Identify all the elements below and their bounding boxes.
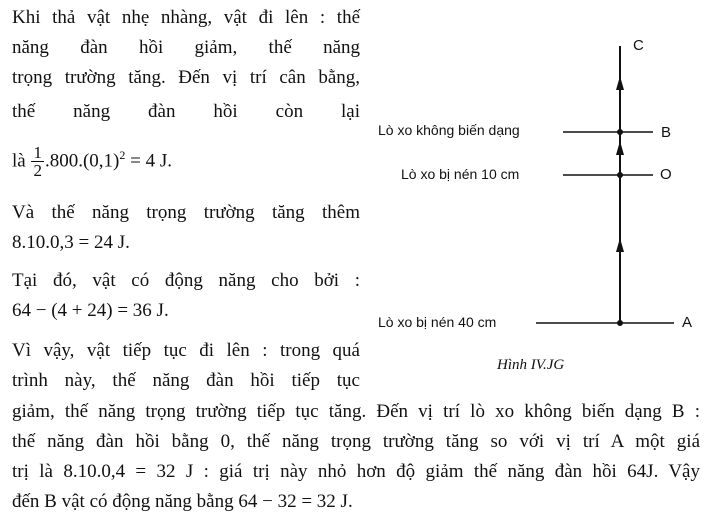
- fraction-denominator: 2: [33, 161, 42, 181]
- point-O: [617, 172, 623, 178]
- text-line: Vì vậy, vật tiếp tục đi lên : trong quá: [12, 340, 360, 361]
- fraction-numerator: 1: [33, 143, 42, 163]
- text-line: đến B vật có động năng bằng 64 − 32 = 32 J.: [12, 491, 353, 512]
- text-line: 64 − (4 + 24) = 36 J.: [12, 300, 169, 321]
- formula-prefix: là: [12, 150, 26, 172]
- text-line: trọng trường tăng. Đến vị trí cân bằng,: [12, 67, 360, 88]
- label-B: B: [661, 124, 672, 141]
- text-line: năng đàn hồi giảm, thế năng: [12, 37, 360, 58]
- text-line: trị là 8.10.0,4 = 32 J : giá trị này nhỏ hơn độ giảm thế năng đàn hồi 64J. Vậy: [12, 461, 700, 482]
- point-A: [617, 320, 623, 326]
- level-label-B: Lò xo không biến dạng: [378, 122, 520, 138]
- label-A: A: [682, 314, 693, 331]
- text-line: thế năng đàn hồi còn lại: [12, 101, 360, 122]
- text-line: 8.10.0,3 = 24 J.: [12, 232, 130, 253]
- arrow-up-icon: [616, 141, 624, 155]
- arrow-up-icon: [616, 76, 624, 90]
- point-B: [617, 129, 623, 135]
- level-label-A: Lò xo bị nén 40 cm: [378, 314, 497, 330]
- formula-result: = 4 J.: [130, 150, 172, 172]
- label-O: O: [660, 166, 672, 183]
- level-label-O: Lò xo bị nén 10 cm: [401, 166, 520, 182]
- formula-exponent: 2: [119, 148, 126, 162]
- text-line: Tại đó, vật có động năng cho bởi :: [12, 270, 360, 291]
- arrow-up-icon: [616, 238, 624, 252]
- text-line: giảm, thế năng trọng trường tiếp tục tăng. Đến vị trí lò xo không biến dạng B :: [12, 401, 700, 422]
- text-line: thế năng đàn hồi bằng 0, thế năng trọng trường tăng so với vị trí A một giá: [12, 431, 700, 452]
- formula-body: .800.(0,1): [44, 150, 120, 172]
- label-C: C: [633, 37, 644, 54]
- text-line: trình này, thế năng đàn hồi tiếp tục: [12, 370, 360, 391]
- text-line: Và thế năng trọng trường tăng thêm: [12, 202, 360, 223]
- text-line: Khi thả vật nhẹ nhàng, vật đi lên : thế: [12, 7, 360, 28]
- figure-caption: Hình IV.JG: [497, 357, 565, 373]
